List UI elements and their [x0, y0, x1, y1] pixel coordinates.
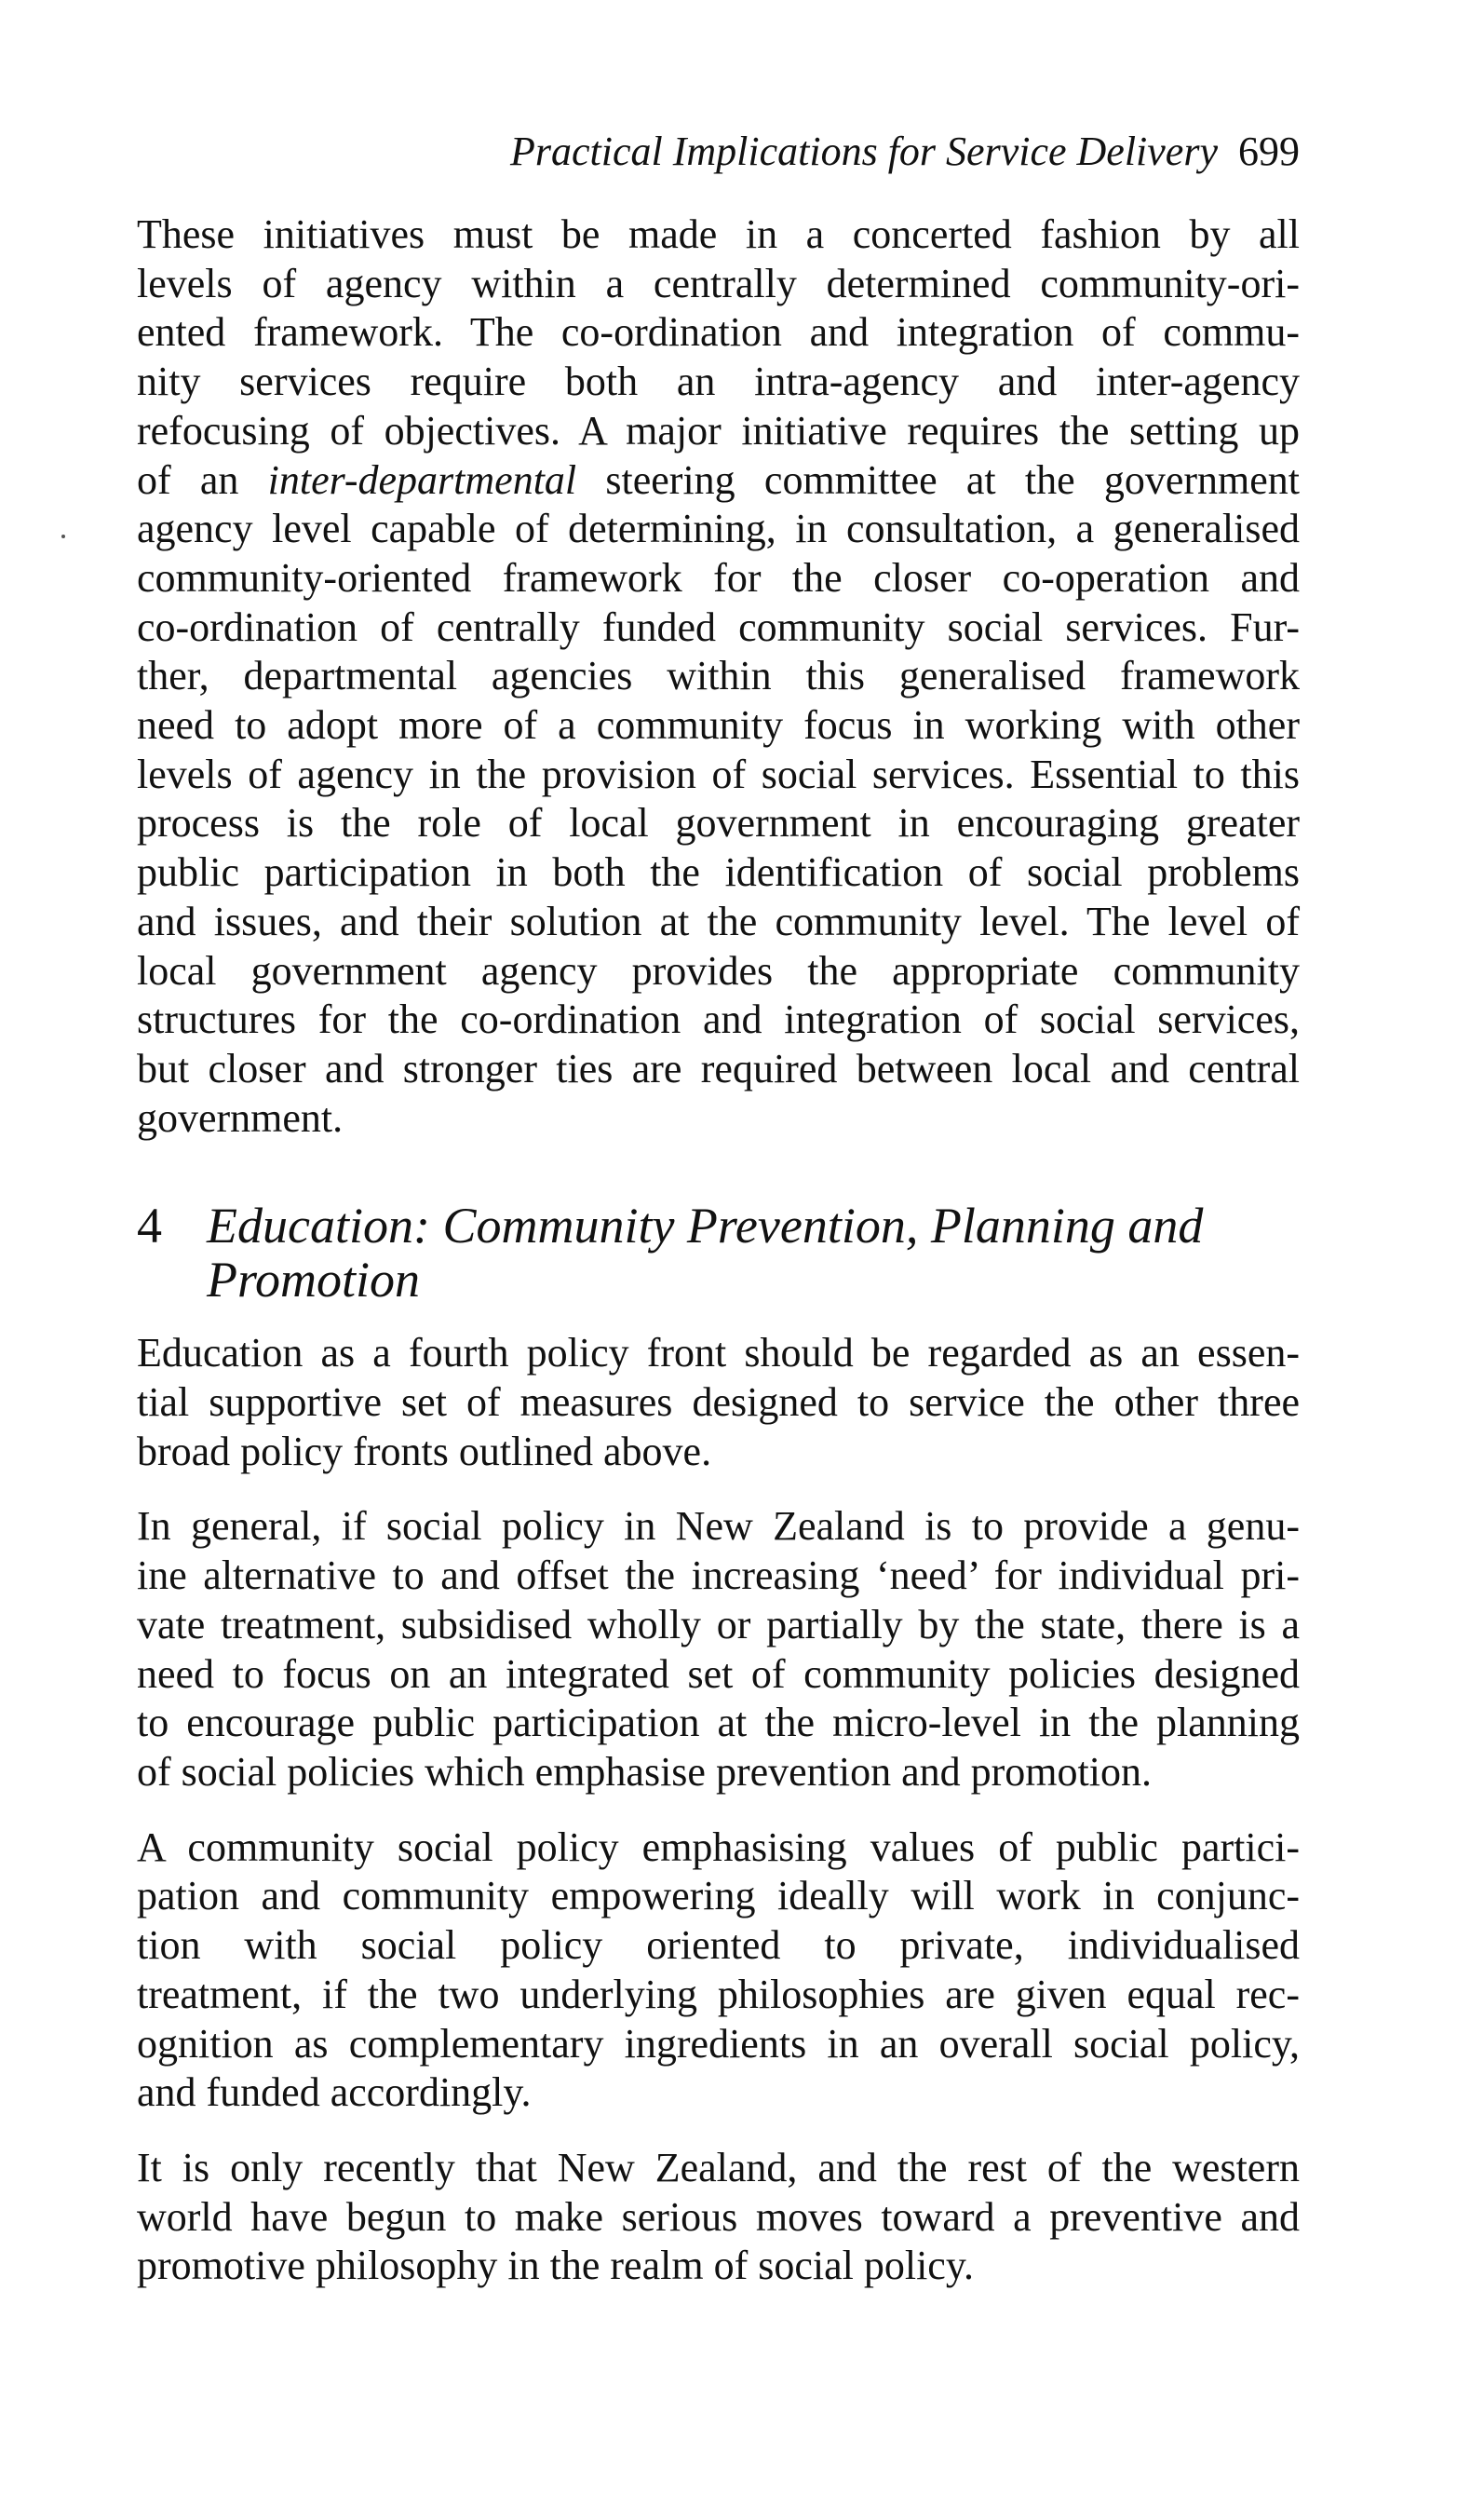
text-line: agency level capable of determining, in consultation, a generalised	[137, 506, 1300, 552]
text-line-with-italic	[137, 456, 1300, 506]
text-line: ented framework. The co-ordination and integration of commu-	[137, 309, 1300, 356]
text-line: It is only recently that New Zealand, and the rest of the western	[137, 2144, 1300, 2190]
text-line: community-oriented framework for the closer co-operation and	[137, 554, 1300, 601]
text-line: nity services require both an intra-agency and inter-agency	[137, 359, 1300, 405]
text-line: of social policies which emphasise prevention and promotion.	[137, 1748, 1152, 1795]
book-page	[137, 126, 1300, 2291]
paragraph-5	[137, 2144, 1300, 2291]
text-line: world have begun to make serious moves toward a preventive and	[137, 2193, 1300, 2240]
text-line: ine alternative to and offset the increasing ‘need’ for individual pri-	[137, 1552, 1300, 1599]
running-head	[137, 126, 1300, 178]
text-line: refocusing of objectives. A major initiative requires the setting up	[137, 407, 1300, 454]
italic-term: inter-departmental	[267, 456, 577, 503]
text-line: treatment, if the two underlying philosophies are given equal rec-	[137, 1971, 1300, 2017]
text-line: and issues, and their solution at the community level. The level of	[137, 898, 1300, 944]
running-head-title: Practical Implications for Service Delivery	[510, 129, 1218, 174]
text-line: but closer and stronger ties are required between local and central	[137, 1045, 1300, 1091]
text-line: pation and community empowering ideally will work in conjunc-	[137, 1873, 1300, 1919]
text-line: levels of agency within a centrally determined community-ori-	[137, 260, 1300, 306]
paragraph-1	[137, 210, 1300, 1143]
section-number: 4	[137, 1198, 162, 1254]
text-line: A community social policy emphasising values of public partici-	[137, 1823, 1300, 1870]
text-line: process is the role of local government in encouraging greater	[137, 800, 1300, 847]
section-title-line: Promotion	[207, 1252, 420, 1308]
text-line: levels of agency in the provision of social services. Essential to this	[137, 751, 1300, 797]
text-run: of an	[137, 456, 268, 503]
section-heading	[137, 1199, 1300, 1307]
margin-mark	[61, 535, 65, 538]
text-line: public participation in both the identification of social problems	[137, 849, 1300, 896]
text-line: to encourage public participation at the micro-level in the planning	[137, 1700, 1300, 1746]
section-title	[207, 1199, 1203, 1307]
text-line: These initiatives must be made in a concerted fashion by all	[137, 211, 1300, 257]
text-line: and funded accordingly.	[137, 2069, 532, 2116]
text-line: broad policy fronts outlined above.	[137, 1428, 712, 1474]
text-line: tial supportive set of measures designed to service the other three	[137, 1379, 1300, 1426]
paragraph-4	[137, 1823, 1300, 2118]
text-line: tion with social policy oriented to private, individualised	[137, 1922, 1300, 1969]
text-line: co-ordination of centrally funded community social services. Fur-	[137, 603, 1300, 650]
section-title-line: Education: Community Prevention, Planning and	[207, 1198, 1204, 1254]
text-line: ther, departmental agencies within this generalised framework	[137, 653, 1300, 699]
text-line: ognition as complementary ingredients in an overall social policy,	[137, 2020, 1300, 2067]
paragraph-3	[137, 1502, 1300, 1796]
paragraph-2	[137, 1329, 1300, 1476]
text-line: vate treatment, subsidised wholly or partially by the state, there is a	[137, 1601, 1300, 1647]
text-line: promotive philosophy in the realm of social policy.	[137, 2243, 974, 2289]
text-run: steering committee at the government	[576, 456, 1300, 503]
text-line: structures for the co-ordination and integration of social services,	[137, 996, 1300, 1043]
text-line: local government agency provides the appropriate community	[137, 947, 1300, 994]
text-line: Education as a fourth policy front should be regarded as an essen-	[137, 1330, 1300, 1376]
text-line: government.	[137, 1094, 344, 1141]
text-line: need to focus on an integrated set of community policies designed	[137, 1650, 1300, 1697]
text-line: In general, if social policy in New Zealand is to provide a genu-	[137, 1503, 1300, 1550]
text-line: need to adopt more of a community focus in working with other	[137, 702, 1300, 749]
page-number: 699	[1238, 129, 1300, 174]
